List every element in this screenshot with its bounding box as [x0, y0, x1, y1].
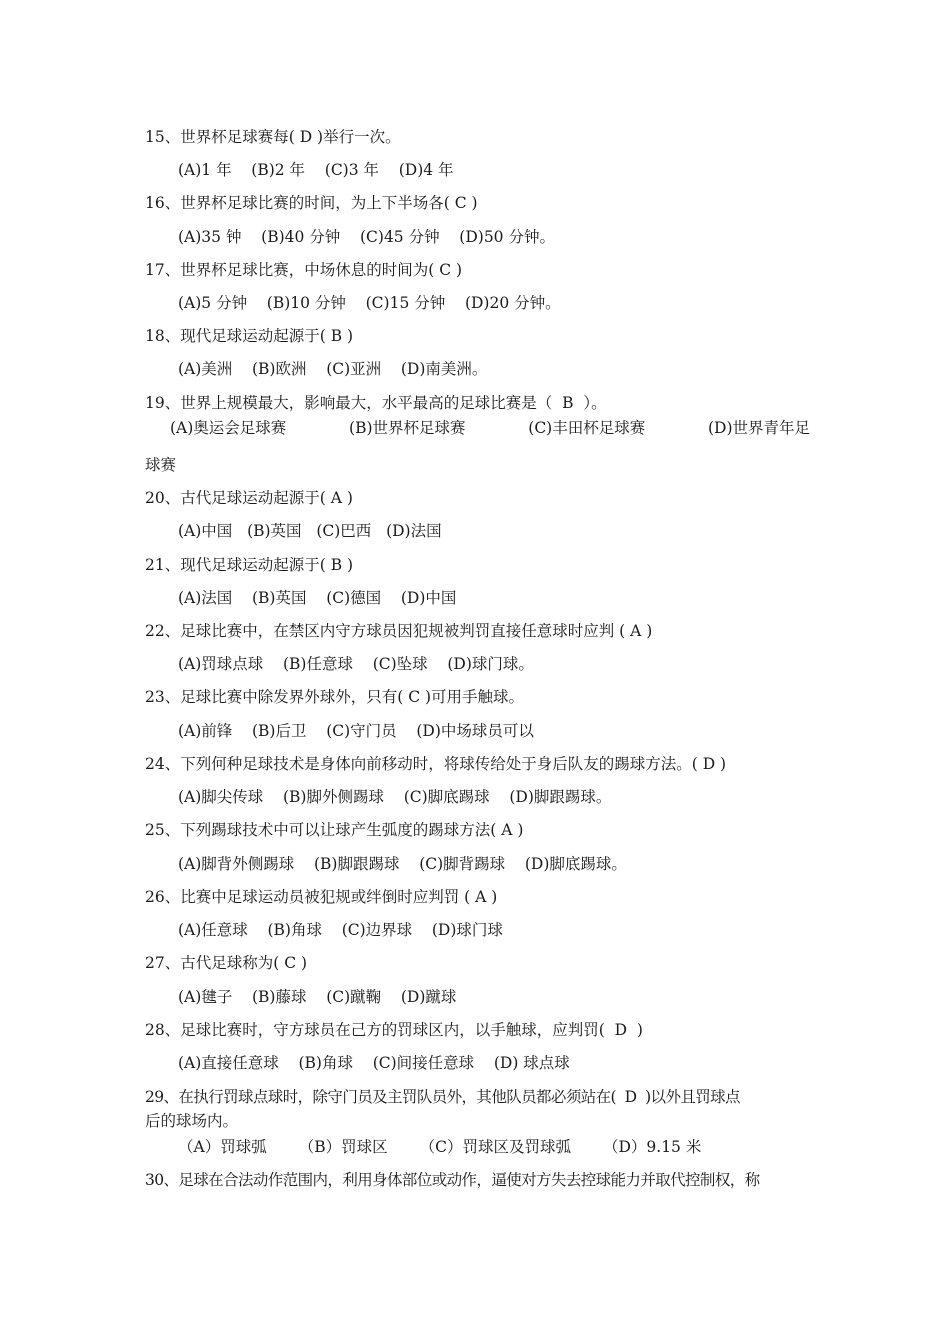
options-23: (A)前锋 (B)后卫 (C)守门员 (D)中场球员可以: [178, 722, 534, 740]
options-22: (A)罚球点球 (B)任意球 (C)坠球 (D)球门球。: [178, 655, 534, 673]
question-26: 26、比赛中足球运动员被犯规或绊倒时应判罚 ( A ): [145, 888, 498, 906]
options-16: (A)35 钟 (B)40 分钟 (C)45 分钟 (D)50 分钟。: [178, 228, 555, 246]
question-24: 24、下列何种足球技术是身体向前移动时，将球传给处于身后队友的踢球方法。( D ): [145, 755, 727, 773]
question-16: 16、世界杯足球比赛的时间，为上下半场各( C ): [145, 194, 478, 212]
options-17: (A)5 分钟 (B)10 分钟 (C)15 分钟 (D)20 分钟。: [178, 294, 561, 312]
options-18: (A)美洲 (B)欧洲 (C)亚洲 (D)南美洲。: [178, 360, 488, 378]
option-29-d: （D）9.15 米: [602, 1138, 702, 1156]
question-20: 20、古代足球运动起源于( A ): [145, 489, 353, 507]
question-18: 18、现代足球运动起源于( B ): [145, 327, 354, 345]
option-19-b: (B)世界杯足球赛: [349, 419, 466, 437]
question-19: 19、世界上规模最大，影响最大，水平最高的足球比赛是（ B ）。: [145, 394, 607, 412]
options-25: (A)脚背外侧踢球 (B)脚跟踢球 (C)脚背踢球 (D)脚底踢球。: [178, 855, 627, 873]
question-25: 25、下列踢球技术中可以让球产生弧度的踢球方法( A ): [145, 821, 524, 839]
options-27: (A)毽子 (B)藤球 (C)蹴鞠 (D)蹴球: [178, 988, 457, 1006]
options-21: (A)法国 (B)英国 (C)德国 (D)中国: [178, 589, 457, 607]
options-24: (A)脚尖传球 (B)脚外侧踢球 (C)脚底踢球 (D)脚跟踢球。: [178, 788, 612, 806]
question-28: 28、足球比赛时，守方球员在己方的罚球区内，以手触球，应判罚( D ): [145, 1021, 643, 1039]
question-22: 22、足球比赛中，在禁区内守方球员因犯规被判罚直接任意球时应判 ( A ): [145, 622, 653, 640]
question-23: 23、足球比赛中除发界外球外，只有( C )可用手触球。: [145, 688, 525, 706]
option-19-a: (A)奥运会足球赛: [170, 419, 287, 437]
question-29-continuation: 后的球场内。: [145, 1112, 239, 1130]
question-19-continuation: 球赛: [145, 456, 177, 474]
options-20: (A)中国 (B)英国 (C)巴西 (D)法国: [178, 522, 442, 540]
options-19: [170, 418, 810, 438]
options-15: (A)1 年 (B)2 年 (C)3 年 (D)4 年: [178, 161, 454, 179]
options-26: (A)任意球 (B)角球 (C)边界球 (D)球门球: [178, 921, 503, 939]
question-15: 15、世界杯足球赛每( D )举行一次。: [145, 128, 401, 146]
question-30: 30、足球在合法动作范围内，利用身体部位或动作，逼使对方失去控球能力并取代控制权，称: [145, 1171, 760, 1189]
option-29-a: （A）罚球弧: [178, 1138, 267, 1156]
option-19-c: (C)丰田杯足球赛: [528, 419, 646, 437]
question-21: 21、现代足球运动起源于( B ): [145, 556, 354, 574]
question-17: 17、世界杯足球比赛，中场休息的时间为( C ): [145, 261, 463, 279]
option-29-c: （C）罚球区及罚球弧: [419, 1138, 571, 1156]
question-27: 27、古代足球称为( C ): [145, 954, 308, 972]
options-29: [178, 1137, 701, 1157]
option-19-d: (D)世界青年足: [707, 419, 810, 437]
option-29-b: （B）罚球区: [298, 1138, 388, 1156]
options-28: (A)直接任意球 (B)角球 (C)间接任意球 (D) 球点球: [178, 1054, 570, 1072]
question-29: 29、在执行罚球点球时，除守门员及主罚队员外，其他队员都必须站在( D )以外且罚球点: [145, 1088, 740, 1106]
